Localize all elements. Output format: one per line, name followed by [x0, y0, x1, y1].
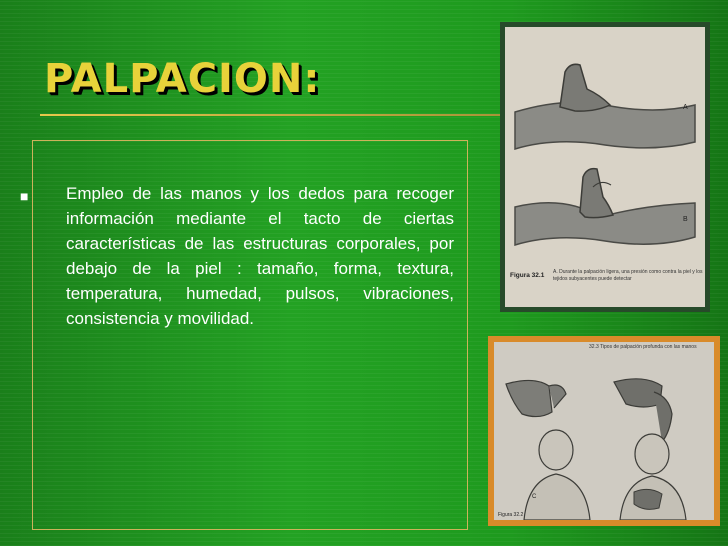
palpation-illustration	[505, 27, 705, 307]
bullet-text: Empleo de las manos y los dedos para recoger información mediante el tacto de ciertas características de las estructuras corporales, por debajo de la piel : tamaño, forma, textura, temperatura, humedad, pulsos, vibraciones, consistencia y movilidad.	[66, 184, 454, 328]
figure-page	[505, 27, 705, 307]
figure-palpation-photo	[500, 22, 710, 312]
label-c: C	[532, 494, 537, 500]
hands-illustration	[494, 342, 714, 520]
figure-hands-photo	[488, 336, 720, 526]
figure-page-2	[494, 342, 714, 520]
label-a: A	[683, 104, 688, 111]
figure-top-caption-bold: Figura 32.1	[510, 272, 545, 279]
bullet-square-icon: ■	[20, 188, 29, 204]
title-underline	[40, 114, 500, 116]
figure-bottom-header: 32.3 Tipos de palpación profunda con las manos	[589, 344, 697, 350]
slide-title: PALPACION:	[44, 56, 321, 102]
figure-top-caption: A. Durante la palpación ligera, una presión como contra la piel y los tejidos subyacentes puede detectar	[553, 269, 703, 282]
figure-bottom-caption: Figura 32.2	[498, 512, 524, 518]
label-b: B	[683, 216, 688, 223]
